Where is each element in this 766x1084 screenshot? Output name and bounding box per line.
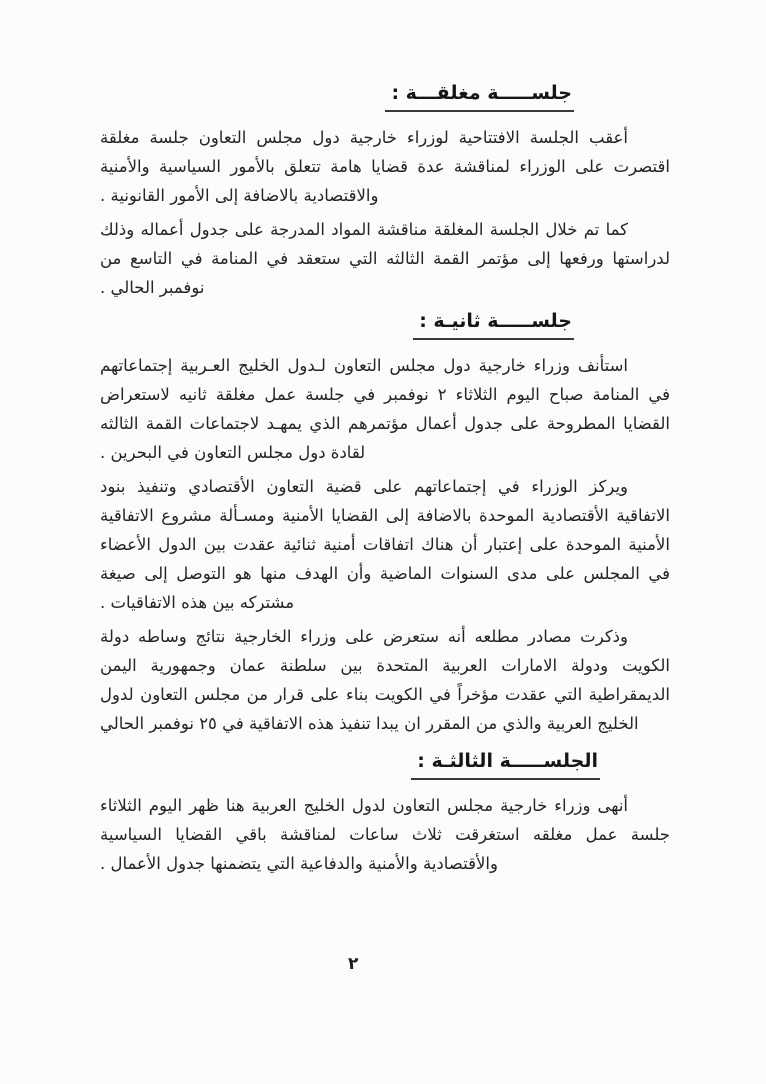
section-3-paragraph-1: أنهى وزراء خارجية مجلس التعاون لدول الخليج العربية هنا ظهر اليوم الثلاثاء جلسة عمل مغلقه استغرقت ثلاث ساعات لمناقشة باقي القضايا السياسية والأقتصادية والأمنية والدفاعية التي يتضمنها جدول الأعمال .	[100, 796, 670, 873]
section-1-paragraph-2: كما تم خلال الجلسة المغلقة مناقشة المواد المدرجة على جدول أعماله وذلك لدراستها ورفعها إلى مؤتمر القمة الثالثه التي ستعقد في المنامة في التاسع من نوفمبر الحالي .	[100, 220, 670, 297]
section-2-paragraph-3: وذكرت مصادر مطلعه أنه ستعرض على وزراء الخارجية نتائج وساطه دولة الكويت ودولة الامارات العربية المتحدة بين سلطنة عمان وجمهورية اليمن الديمقراطية التي عقدت مؤخراً في الكويت بناء على قرار من مجلس التعاون لدول الخليج العربية والذي من المقرر ان يبدا تنفيذ هذه الاتفاقية في ٢٥ نوفمبر الحالي	[100, 627, 670, 733]
section-1-heading: جلســـــة مغلقـــة :	[385, 84, 574, 112]
section-1-heading-row	[100, 84, 574, 112]
section-1-paragraph-1: أعقب الجلسة الافتتاحية لوزراء خارجية دول مجلس التعاون جلسة مغلقة اقتصرت على الوزراء لمناقشة عدة قضايا هامة تتعلق بالأمور السياسية والأمنية والاقتصادية بالاضافة إلى الأمور القانونية .	[100, 128, 670, 205]
section-3-heading: الجلســـــة الثالثـة :	[411, 752, 600, 780]
section-2-heading-row	[100, 312, 574, 340]
section-3-heading-row	[100, 752, 600, 780]
page-number: ٢	[348, 954, 359, 974]
section-2-heading: جلســـــة ثانيـة :	[413, 312, 574, 340]
section-2-paragraph-2: ويركز الوزراء في إجتماعاتهم على قضية التعاون الأقتصادي وتنفيذ بنود الاتفاقية الأقتصادية الموحدة بالاضافة إلى القضايا الأمنية ومسـألة مشروع الاتفاقية الأمنية الموحدة على إعتبار أن هناك اتفاقات أمنية ثنائية عقدت بين الدول الأعضاء في المجلس على مدى السنوات الماضية وأن الهدف منها هو التوصل إلى صيغة مشتركه بين هذه الاتفاقيات .	[100, 477, 670, 612]
section-2-paragraph-1: استأنف وزراء خارجية دول مجلس التعاون لـدول الخليج العـربية إجتماعاتهم في المنامة صباح اليوم الثلاثاء ٢ نوفمبر في جلسة عمل مغلقة ثانيه لاستعراض القضايا المطروحة على جدول أعمال مؤتمرهم الذي يمهـد لاجتماعات القمة الثالثه لقادة دول مجلس التعاون في البحرين .	[100, 356, 670, 462]
